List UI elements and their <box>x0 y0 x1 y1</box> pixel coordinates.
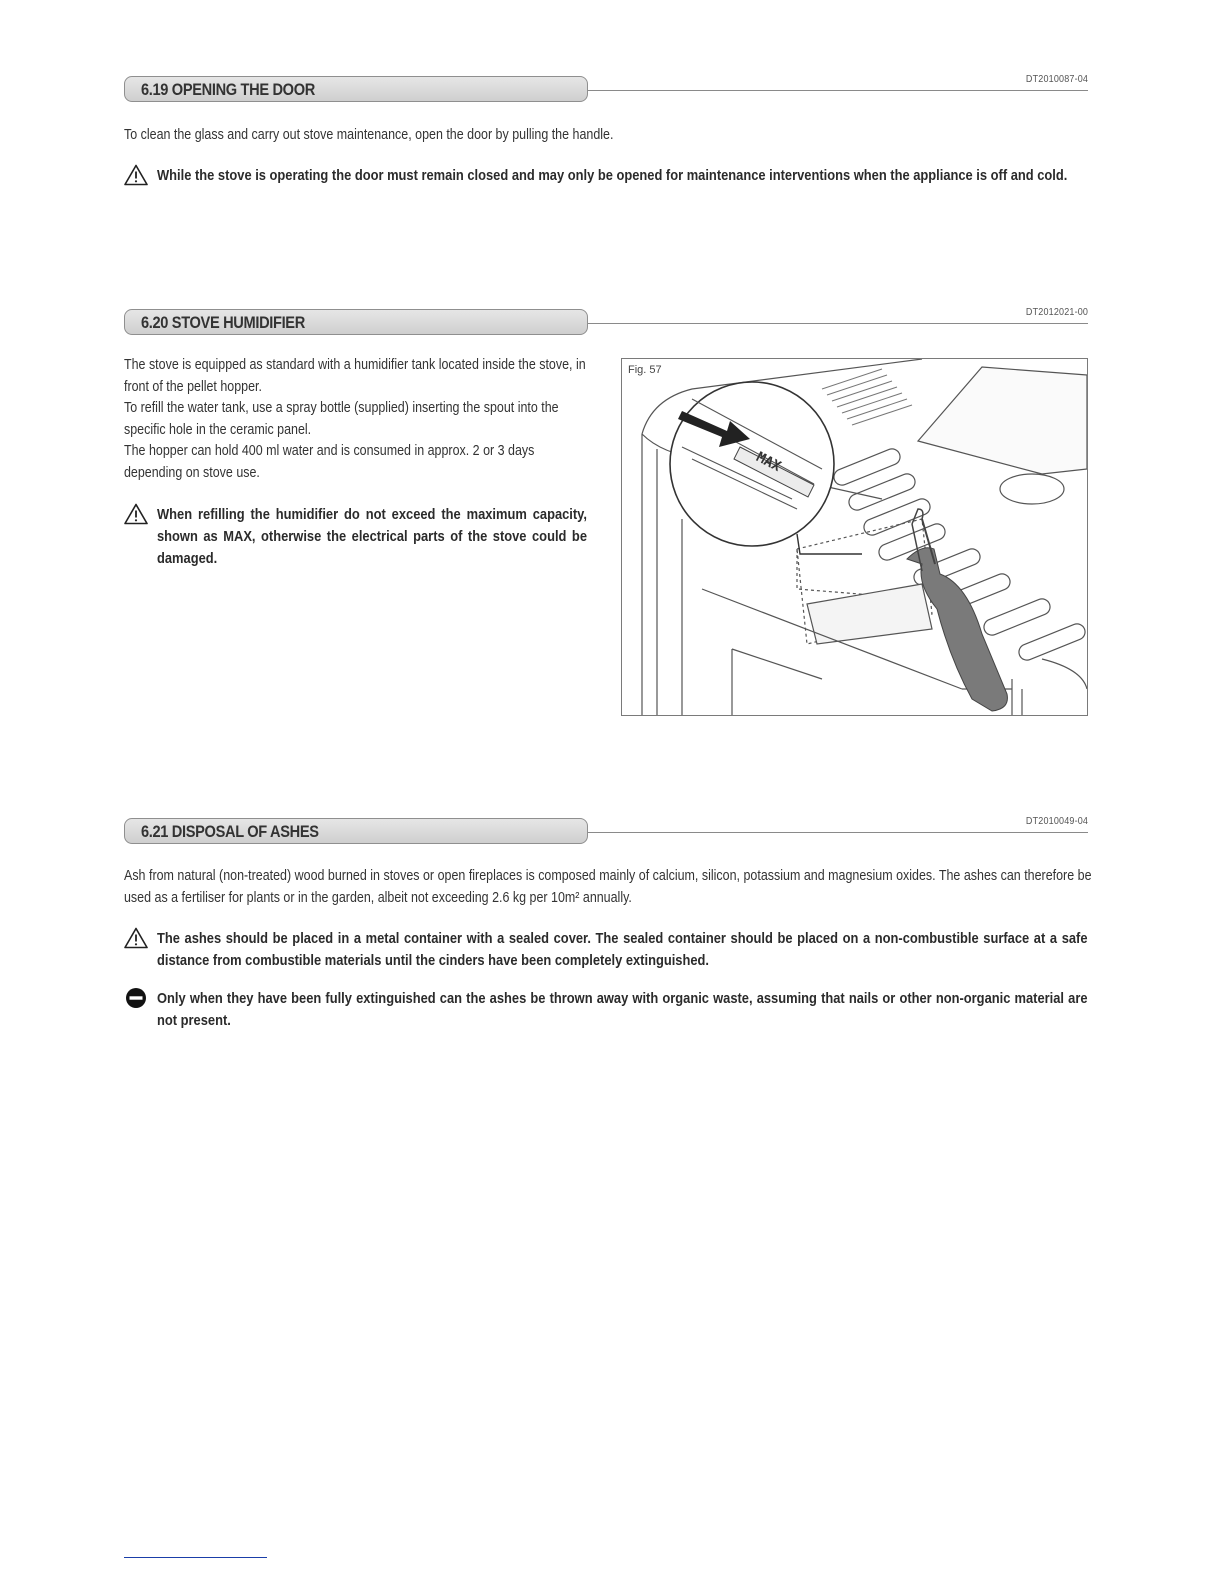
header-rule <box>588 832 1088 833</box>
section-body-text: To clean the glass and carry out stove maintenance, open the door by pulling the handle. <box>124 127 614 143</box>
footnote-rule <box>124 1557 267 1558</box>
document-code: DT2010049-04 <box>1025 816 1088 827</box>
max-marker-label: MAX <box>753 449 784 476</box>
document-code: DT2012021-00 <box>1025 307 1088 318</box>
humidifier-body-line-1: The stove is equipped as standard with a humidifier tank located inside the stove, in front of the pellet hopper. <box>124 357 586 395</box>
ashes-body-text: Ash from natural (non-treated) wood burned in stoves or open fireplaces is composed mainly of calcium, silicon, potassium and magnesium oxides. The ashes can therefore be used as a fertiliser for plants or in the garden, albeit not exceeding 2.6 kg per 10m² annually. <box>124 868 1092 906</box>
prohibition-text: Only when they have been fully extinguished can the ashes be thrown away with organic waste, assuming that nails or other non-organic material are not present. <box>157 990 1088 1029</box>
section-title-pill <box>124 76 588 102</box>
humidifier-illustration <box>622 359 1087 715</box>
header-rule <box>588 323 1088 324</box>
warning-6-19 <box>124 164 1088 212</box>
warning-text: When refilling the humidifier do not exceed the maximum capacity, shown as MAX, otherwise the electrical parts of the stove could be damaged. <box>157 506 587 567</box>
warning-text: While the stove is operating the door must remain closed and may only be opened for maintenance interventions when the appliance is off and cold. <box>157 167 1068 184</box>
section-title-pill <box>124 309 588 335</box>
header-rule <box>588 90 1088 91</box>
warning-triangle-icon <box>124 164 148 186</box>
section-title: 6.21 DISPOSAL OF ASHES <box>141 822 319 841</box>
section-title: 6.19 OPENING THE DOOR <box>141 80 315 99</box>
section-header-6-19 <box>124 76 1088 104</box>
figure-label: Fig. 57 <box>628 364 662 376</box>
warning-text: The ashes should be placed in a metal container with a sealed cover. The sealed container should be placed on a non-combustible surface at a safe distance from combustible materials until the cinders have been completely extinguished. <box>157 930 1088 969</box>
warning-6-20 <box>124 503 590 573</box>
figure-57 <box>621 358 1088 716</box>
section-title: 6.20 STOVE HUMIDIFIER <box>141 313 305 332</box>
prohibition-6-21 <box>124 987 1088 1035</box>
warning-6-21 <box>124 927 1088 975</box>
no-entry-icon <box>124 987 148 1009</box>
warning-triangle-icon <box>124 503 148 525</box>
humidifier-body-line-3: The hopper can hold 400 ml water and is consumed in approx. 2 or 3 days depending on stove use. <box>124 443 535 481</box>
section-title-pill <box>124 818 588 844</box>
section-header-6-21 <box>124 818 1088 846</box>
humidifier-body-line-2: To refill the water tank, use a spray bottle (supplied) inserting the spout into the specific hole in the ceramic panel. <box>124 400 559 438</box>
document-code: DT2010087-04 <box>1025 74 1088 85</box>
section-header-6-20 <box>124 309 1088 337</box>
warning-triangle-icon <box>124 927 148 949</box>
